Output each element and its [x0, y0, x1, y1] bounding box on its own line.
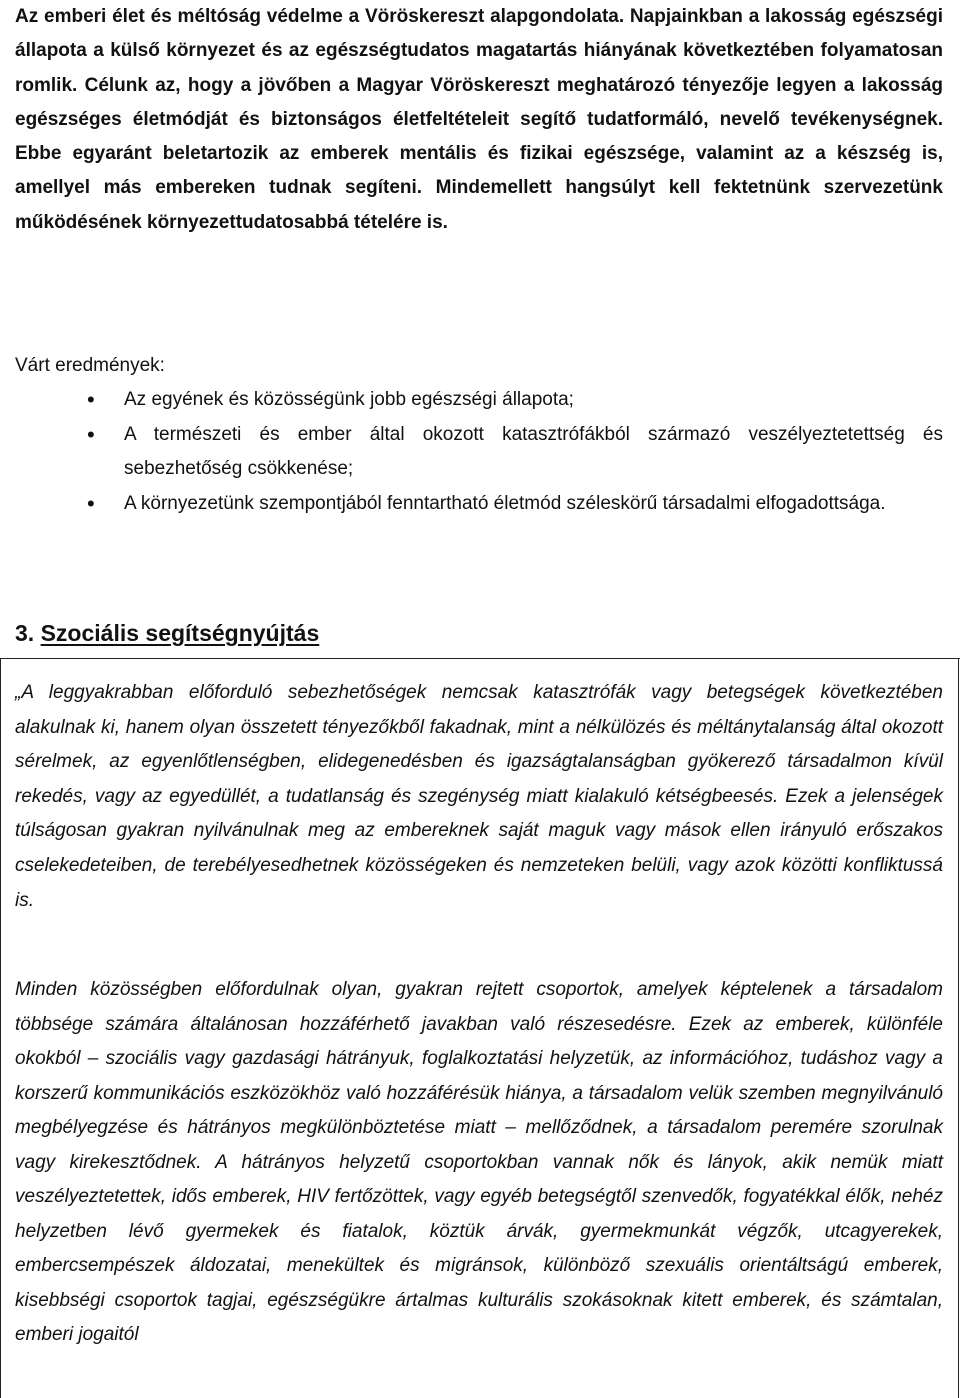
section-title: Szociális segítségnyújtás: [40, 620, 320, 646]
expected-results-label: Várt eredmények:: [15, 355, 165, 376]
list-item: [15, 383, 943, 418]
document-page: [15, 0, 943, 1345]
expected-results-list: [15, 383, 943, 521]
list-item: [15, 418, 943, 487]
list-item-text: A környezetünk szempontjából fenntartható életmód széleskörű társadalmi elfogadottsága.: [124, 492, 886, 514]
list-item: [15, 487, 943, 522]
section-number: 3.: [15, 620, 35, 646]
list-item-text: Az egyének és közösségünk jobb egészségi állapota;: [124, 389, 574, 410]
intro-paragraph: Az emberi élet és méltóság védelme a Vöröskereszt alapgondolata. Napjainkban a lakosság egészségi állapota a külső környezet és az egészségtudatos magatartás hiányának következtében folyamatosan romlik. Célunk az, hogy a jövőben a Magyar Vöröskereszt meghatározó tényezője legyen a lakosság egészséges életmódját és biztonságos életfeltételeit segítő tudatformáló, nevelő tevékenységnek. Ebbe egyaránt beletartozik az emberek mentális és fizikai egészsége, valamint az a készség is, amellyel más embereken tudnak segíteni. Mindemellett hangsúlyt kell fektetnünk szervezetünk működésének környezettudatosabbá tételére is.: [15, 6, 943, 233]
body-paragraph: Minden közösségben előfordulnak olyan, gyakran rejtett csoportok, amelyek képtelenek a társadalom többsége számára általánosan hozzáférhető javakban való részesedésre. Ezek az emberek, különféle okokból – szociális vagy gazdasági hátrányuk, foglalkoztatási helyzetük, az információhoz, tudáshoz vagy a korszerű kommunikációs eszközökhöz való hozzáférésük hiánya, a társadalom velük szemben megnyilvánuló megbélyegzése és hátrányos megkülönböztetése miatt – mellőződnek, a társadalom peremére szorulnak vagy kirekesztődnek. A hátrányos helyzetű csoportokban vannak nők és lányok, akik nemük miatt veszélyeztetettek, idős emberek, HIV fertőzöttek, vagy egyéb betegségtől szenvedők, fogyatékkal élők, nehéz helyzetben lévő gyermekek és fiatalok, köztük árvák, gyermekmunkát végzők, utcagyerekek, embercsempészek áldozatai, menekültek és migránsok, különböző szexuális orientáltságú emberek, kisebbségi csoportok tagjai, egészségükre ártalmas kulturális szokásoknak kitett emberek, és számtalan, emberi jogaitól: [15, 979, 943, 1345]
bullet-icon: •: [87, 490, 95, 516]
bullet-icon: •: [87, 387, 95, 412]
quote-paragraph: „A leggyakrabban előforduló sebezhetőségek nemcsak katasztrófák vagy betegségek következtében alakulnak ki, hanem olyan összetett tényezőkből fakadnak, mint a nélkülözés és méltánytalanság által okozott sérelmek, az egyenlőtlenségben, elidegenedésben és igazságtalanságban gyökerező társadalmon kívül rekedés, vagy az egyedüllét, a tudatlanság és szegénység miatt kialakuló kétségbeesés. Ezek a jelenségek túlságosan gyakran nyilvánulnak meg az embereknek saját maguk vagy mások ellen irányuló erőszakos cselekedeteiben, de terebélyesedhetnek közösségeken és nemzeteken belüli, vagy azok közötti konfliktussá is.: [15, 682, 943, 911]
bullet-icon: •: [87, 421, 95, 447]
section-heading: [15, 615, 319, 651]
list-item-text: A természeti és ember által okozott katasztrófákból származó veszélyeztetettség és sebezhetőség csökkenése;: [124, 423, 943, 479]
